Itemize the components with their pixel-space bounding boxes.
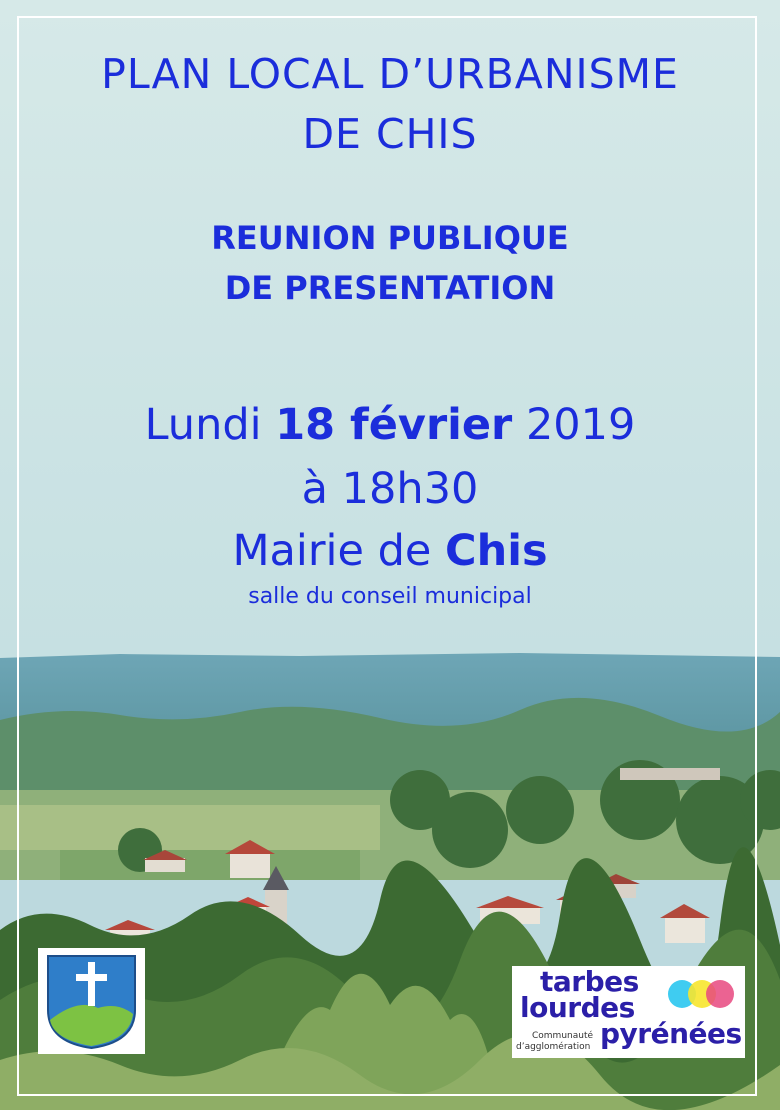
event-place: [0, 526, 780, 576]
date-year: 2019: [525, 400, 636, 450]
subtitle-line-2: DE PRESENTATION: [224, 269, 556, 307]
subtitle-line-1: REUNION PUBLIQUE: [211, 219, 569, 257]
date-day: Lundi: [144, 400, 262, 450]
place-prefix: Mairie de: [232, 526, 432, 576]
pink-dot-icon: [706, 980, 734, 1008]
logo-word-lourdes: lourdes: [520, 991, 635, 1024]
shield-cross-icon: [38, 948, 145, 1054]
logo-word-tarbes: tarbes: [540, 965, 639, 998]
title-line-2: DE CHIS: [302, 110, 478, 158]
title-line-1: PLAN LOCAL D’URBANISME: [101, 50, 679, 98]
event-room: salle du conseil municipal: [248, 584, 532, 609]
chis-coat-of-arms: [38, 948, 145, 1054]
logo-caption-1: Communauté: [532, 1031, 594, 1041]
place-name: Chis: [445, 526, 548, 576]
logo-caption-2: d’agglomération: [516, 1042, 591, 1052]
date-day-month: 18 février: [275, 400, 513, 450]
event-time: à 18h30: [301, 464, 479, 514]
event-date: [0, 400, 780, 450]
tarbes-lourdes-pyrenees-logo: [512, 966, 745, 1058]
logo-word-pyrenees: pyrénées: [600, 1017, 742, 1050]
